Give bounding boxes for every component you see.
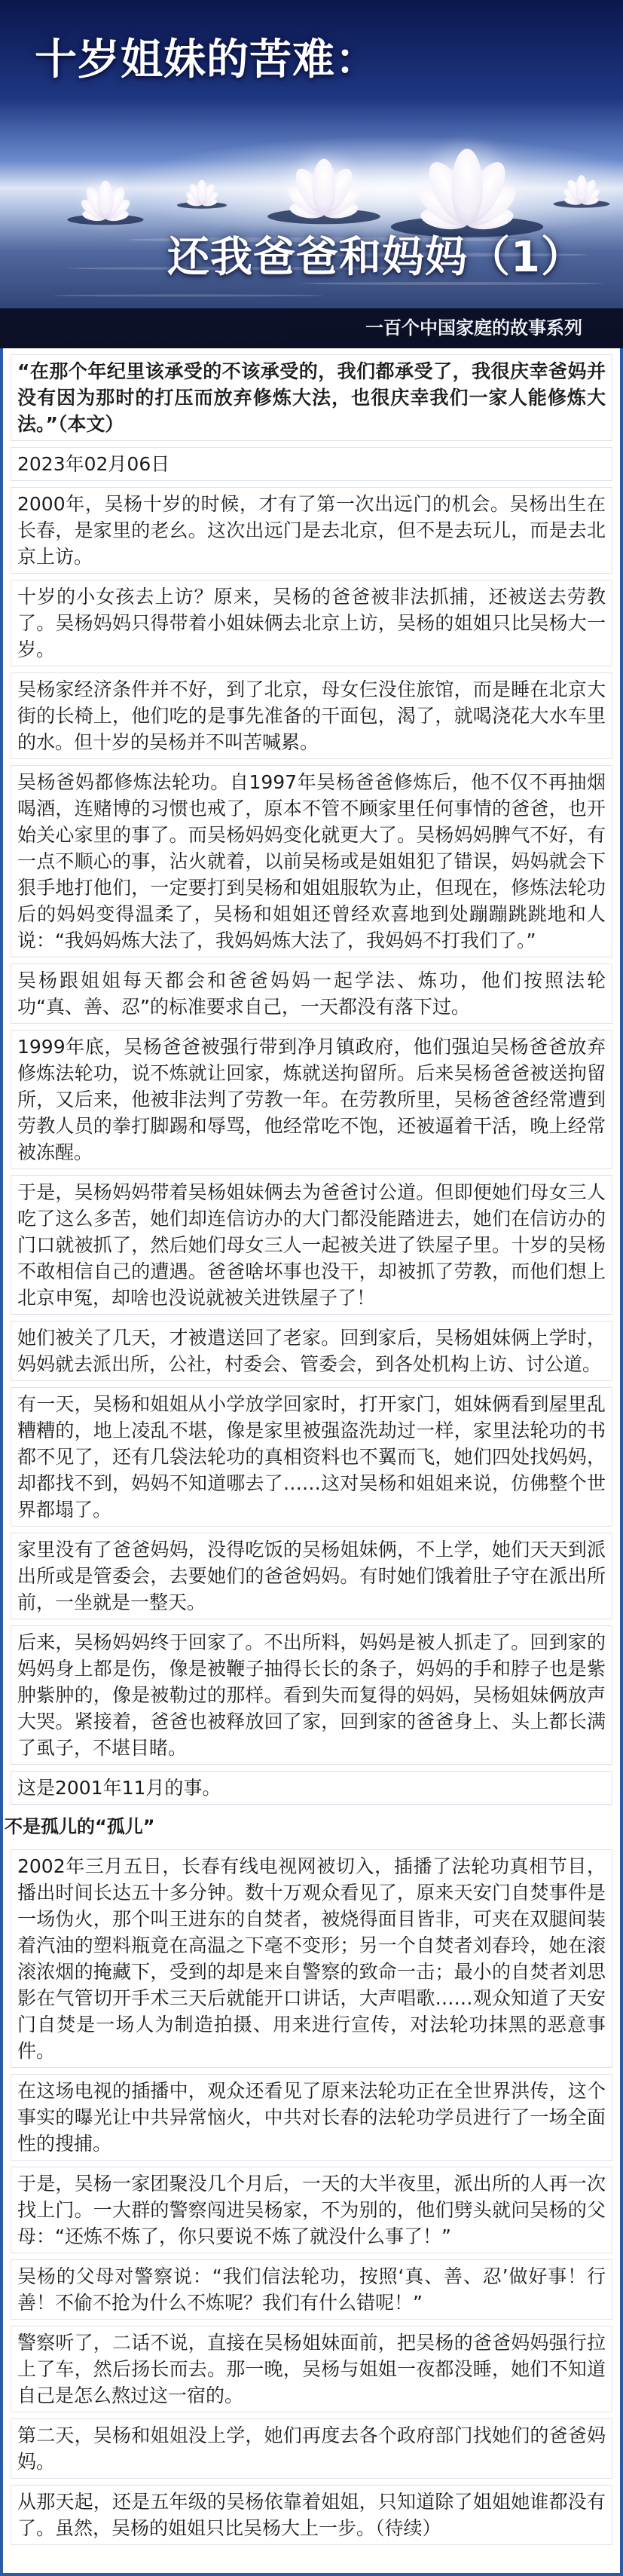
series-label: 一百个中国家庭的故事系列 (365, 317, 582, 338)
article-paragraph: 吴杨家经济条件并不好，到了北京，母女仨没住旅馆，而是睡在北京大街的长椅上，他们吃的是事先准备的干面包，渴了，就喝浇花大水车里的水。但十岁的吴杨并不叫苦喊累。 (11, 672, 612, 759)
article-paragraph: 2000年，吴杨十岁的时候，才有了第一次出远门的机会。吴杨出生在长春，是家里的老幺。这次出远门是去北京，但不是去玩儿，而是去北京上访。 (11, 487, 612, 574)
article-paragraph: 吴杨爸妈都修炼法轮功。自1997年吴杨爸爸修炼后，他不仅不再抽烟喝酒，连赌博的习惯也戒了，原本不管不顾家里任何事情的爸爸，也开始关心家里的事了。而吴杨妈妈变化就更大了。吴杨妈妈脾气不好，有一点不顺心的事，沾火就着，以前吴杨或是姐姐犯了错误，妈妈就会下狠手地打他们，一定要打到吴杨和姐姐服软为止，但现在，修炼法轮功后的妈妈变得温柔了，吴杨和姐姐还曾经欢喜地到处蹦蹦跳跳地和人说：“我妈妈炼大法了，我妈妈炼大法了，我妈妈不打我们了。” (11, 765, 612, 957)
article-title-line1: 十岁姐妹的苦难： (35, 35, 378, 84)
series-bar (0, 308, 623, 348)
intro-quote: “在那个年纪里该承受的不该承受的，我们都承受了，我很庆幸爸妈并没有因为那时的打压而放弃修炼大法，也很庆幸我们一家人能修炼大法。”（本文） (11, 354, 612, 441)
article-paragraph: 从那天起，还是五年级的吴杨依靠着姐姐，只知道除了姐姐她谁都没有了。虽然，吴杨的姐姐只比吴杨大上一步。（待续） (11, 2485, 612, 2545)
publish-date: 2023年02月06日 (11, 447, 612, 481)
article-paragraph: 警察听了，二话不说，直接在吴杨姐妹面前，把吴杨的爸爸妈妈强行拉上了车，然后扬长而去。那一晚，吴杨与姐姐一夜都没睡，她们不知道自己是怎么熬过这一宿的。 (11, 2326, 612, 2412)
article-paragraph: 吴杨跟姐姐每天都会和爸爸妈妈一起学法、炼功，他们按照法轮功“真、善、忍”的标准要求自己，一天都没有落下过。 (11, 963, 612, 1024)
article-paragraph: 于是，吴杨妈妈带着吴杨姐妹俩去为爸爸讨公道。但即便她们母女三人吃了这么多苦，她们却连信访办的大门都没能踏进去，她们在信访办的门口就被抓了，然后她们母女三人一起被关进了铁屋子里。十岁的吴杨不敢相信自己的遭遇。爸爸啥坏事也没干，却被抓了劳教，而他们想上北京申冤，却啥也没说就被关进铁屋子了！ (11, 1175, 612, 1315)
article-paragraph: 家里没有了爸爸妈妈，没得吃饭的吴杨姐妹俩，不上学，她们天天到派出所或是管委会，去要她们的爸爸妈妈。有时她们饿着肚子守在派出所前，一坐就是一整天。 (11, 1533, 612, 1619)
article-paragraph: 十岁的小女孩去上访？原来，吴杨的爸爸被非法抓捕，还被送去劳教了。吴杨妈妈只得带着小姐妹俩去北京上访，吴杨的姐姐只比吴杨大一岁。 (11, 580, 612, 666)
article-paragraph: 1999年底，吴杨爸爸被强行带到净月镇政府，他们强迫吴杨爸爸放弃修炼法轮功，说不炼就让回家，炼就送拘留所。后来吴杨爸爸被送拘留所，又后来，他被非法判了劳教一年。在劳教所里，吴杨爸爸经常遭到劳教人员的拳打脚踢和辱骂，他经常吃不饱，还被逼着干活，晚上经常被冻醒。 (11, 1030, 612, 1169)
article-paragraph: 后来，吴杨妈妈终于回家了。不出所料，妈妈是被人抓走了。回到家的妈妈身上都是伤，像是被鞭子抽得长长的条子，妈妈的手和脖子也是紫肿紫肿的，像是被勒过的那样。看到失而复得的妈妈，吴杨姐妹俩放声大哭。紧接着，爸爸也被释放回了家，回到家的爸爸身上、头上都长满了虱子，不堪目睹。 (11, 1625, 612, 1765)
article-paragraph: 有一天，吴杨和姐姐从小学放学回家时，打开家门，姐妹俩看到屋里乱糟糟的，地上凌乱不堪，像是家里被强盗洗劫过一样，家里法轮功的书都不见了，还有几袋法轮功的真相资料也不翼而飞，她们四处找妈妈，却都找不到，妈妈不知道哪去了……这对吴杨和姐姐来说，仿佛整个世界都塌了。 (11, 1387, 612, 1527)
article-body (0, 348, 623, 2576)
article-paragraph: 第二天，吴杨和姐姐没上学，她们再度去各个政府部门找她们的爸爸妈妈。 (11, 2418, 612, 2479)
article-title-line2: 还我爸爸和妈妈（1） (167, 233, 584, 282)
section-subheading: 不是孤儿的“孤儿” (5, 1816, 155, 1837)
article-paragraph: 她们被关了几天，才被遣送回了老家。回到家后，吴杨姐妹俩上学时，妈妈就去派出所，公社，村委会、管委会，到各处机构上访、讨公道。 (11, 1321, 612, 1381)
article-paragraph: 在这场电视的插播中，观众还看见了原来法轮功正在全世界洪传，这个事实的曝光让中共异常恼火，中共对长春的法轮功学员进行了一场全面性的搜捕。 (11, 2074, 612, 2161)
article-paragraph: 于是，吴杨一家团聚没几个月后，一天的大半夜里，派出所的人再一次找上门。一大群的警察闯进吴杨家，不为别的，他们劈头就问吴杨的父母：“还炼不炼了，你只要说不炼了就没什么事了！” (11, 2167, 612, 2253)
article-paragraph: 这是2001年11月的事。 (11, 1771, 612, 1805)
article-paragraph: 2002年三月五日，长春有线电视网被切入，插播了法轮功真相节目，播出时间长达五十多分钟。数十万观众看见了，原来天安门自焚事件是一场伪火，那个叫王进东的自焚者，被烧得面目皆非，可夹在双腿间装着汽油的塑料瓶竟在高温之下毫不变形；另一个自焚者刘春玲，她在滚滚浓烟的掩藏下，受到的却是来自警察的致命一击；最小的自焚者刘思影在气管切开手术三天后就能开口讲话，大声唱歌……观众知道了天安门自焚是一场人为制造拍摄、用来进行宣传，对法轮功抹黑的恶意事件。 (11, 1849, 612, 2068)
article-paragraph: 吴杨的父母对警察说：“我们信法轮功，按照‘真、善、忍’做好事！行善！不偷不抢为什么不炼呢？我们有什么错呢！” (11, 2259, 612, 2320)
header-banner (0, 0, 623, 348)
